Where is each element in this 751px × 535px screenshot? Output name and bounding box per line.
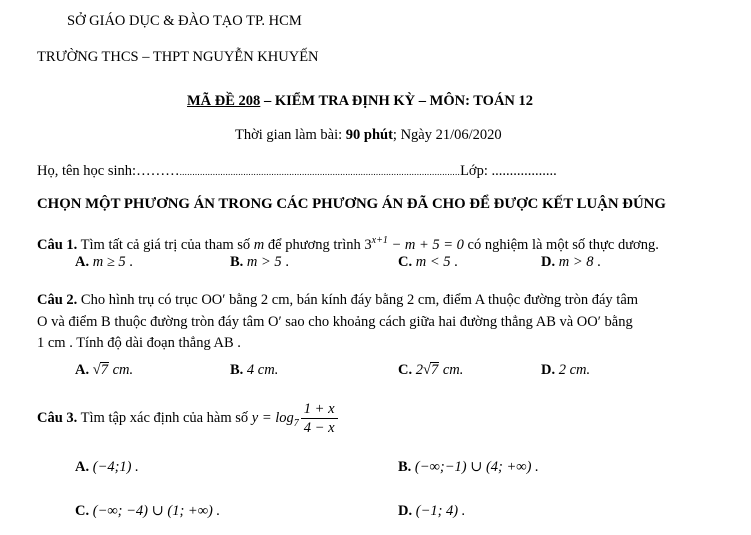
question-1-text-b: để phương trình (264, 236, 365, 253)
q2-option-d[interactable] (541, 361, 590, 379)
department-heading: SỞ GIÁO DỤC & ĐÀO TẠO TP. HCM (67, 13, 302, 29)
question-2-line-3: 1 cm . Tính độ dài đoạn thẳng AB . (37, 335, 241, 351)
option-letter: A. (75, 254, 90, 270)
option-expr: 2 cm. (558, 362, 591, 378)
exam-code: MÃ ĐỀ 208 (187, 93, 261, 109)
option-expr: 4 cm. (246, 362, 279, 378)
option-letter: C. (75, 503, 90, 519)
option-letter: B. (230, 254, 244, 270)
option-letter: A. (75, 459, 90, 475)
option-letter: B. (398, 459, 412, 475)
exam-time-line (235, 126, 502, 144)
school-heading: TRƯỜNG THCS – THPT NGUYỄN KHUYẾN (37, 49, 319, 65)
option-radicand: 7 (430, 362, 439, 378)
q2-option-c[interactable]: C. 2√7 cm. (398, 362, 464, 378)
option-unit: cm. (439, 362, 464, 378)
option-letter: D. (398, 503, 413, 519)
q3-option-a[interactable] (75, 458, 139, 476)
class-label: Lớp: .................. (460, 163, 557, 179)
exam-date: ; Ngày 21/06/2020 (392, 127, 502, 143)
q3-option-c[interactable] (75, 502, 220, 520)
question-2-label: Câu 2. (37, 292, 78, 308)
option-expr: m > 5 (246, 254, 282, 270)
q2-option-a[interactable]: A. √7 cm. (75, 362, 134, 378)
instruction-heading: CHỌN MỘT PHƯƠNG ÁN TRONG CÁC PHƯƠNG ÁN ĐÃ CHO ĐỂ ĐƯỢC KẾT LUẬN ĐÚNG (37, 196, 666, 212)
student-info-line (37, 162, 557, 181)
option-unit: cm. (108, 362, 134, 378)
time-prefix: Thời gian làm bài: (235, 127, 346, 143)
option-coef: 2 (415, 362, 423, 378)
option-expr: (−∞;−1) ∪ (4; +∞) . (414, 459, 539, 475)
option-letter: A. (75, 362, 90, 378)
question-1-eq-rest: − m + 5 = 0 (387, 236, 464, 253)
question-1-eq-exp: x+1 (371, 235, 388, 246)
fraction-denominator: 4 − x (303, 420, 335, 437)
question-3 (37, 400, 340, 442)
question-1 (37, 232, 659, 254)
question-1-label: Câu 1. (37, 236, 78, 253)
q1-option-d[interactable]: D. m > 8 . (541, 254, 601, 270)
question-2-line-2: O và điểm B thuộc đường tròn đáy tâm O′ sao cho khoảng cách giữa hai đường thẳng AB và OO′ bằng (37, 314, 633, 330)
option-letter: C. (398, 362, 413, 378)
question-1-var: m (253, 236, 265, 253)
option-expr: m < 5 (415, 254, 451, 270)
option-letter: B. (230, 362, 244, 378)
option-expr: m ≥ 5 (92, 254, 126, 270)
question-1-text-c: có nghiệm là một số thực dương. (463, 236, 659, 253)
option-letter: D. (541, 362, 556, 378)
option-expr: m > 8 (558, 254, 594, 270)
option-expr: (−∞; −4) ∪ (1; +∞) . (92, 503, 221, 519)
student-name-label: Họ, tên học sinh:……… (37, 163, 180, 179)
q3-option-b[interactable] (398, 458, 539, 476)
question-3-label: Câu 3. (37, 410, 78, 426)
question-1-text-a: Tìm tất cả giá trị của tham số (77, 236, 254, 253)
question-3-log-base: 7 (293, 417, 299, 429)
question-1-eq-base: 3 (364, 236, 372, 253)
q1-option-a[interactable]: A. m ≥ 5 . (75, 254, 133, 270)
question-3-func: y = log (251, 410, 294, 426)
q1-option-b[interactable]: B. m > 5 . (230, 254, 289, 270)
option-letter: D. (541, 254, 556, 270)
option-expr: (−1; 4) . (415, 503, 466, 519)
exam-title-rest: – KIỂM TRA ĐỊNH KỲ – MÔN: TOÁN 12 (260, 93, 534, 109)
question-2-text-1: Cho hình trụ có trục OO′ bằng 2 cm, bán kính đáy bằng 2 cm, điểm A thuộc đường tròn đáy tâm (77, 292, 639, 308)
exam-title (187, 92, 533, 110)
question-2-line-1 (37, 291, 638, 309)
time-value: 90 phút (345, 127, 393, 143)
option-radicand: 7 (100, 362, 108, 378)
q2-option-b[interactable] (230, 361, 278, 379)
option-expr: (−4;1) . (92, 459, 139, 475)
q1-option-c[interactable]: C. m < 5 . (398, 254, 458, 270)
question-3-fraction (301, 400, 338, 437)
question-3-text: Tìm tập xác định của hàm số (77, 410, 252, 426)
q3-option-d[interactable] (398, 502, 465, 520)
option-letter: C. (398, 254, 413, 270)
fraction-numerator: 1 + x (301, 400, 338, 419)
student-name-dots: .............................................................................................................. (179, 167, 461, 177)
